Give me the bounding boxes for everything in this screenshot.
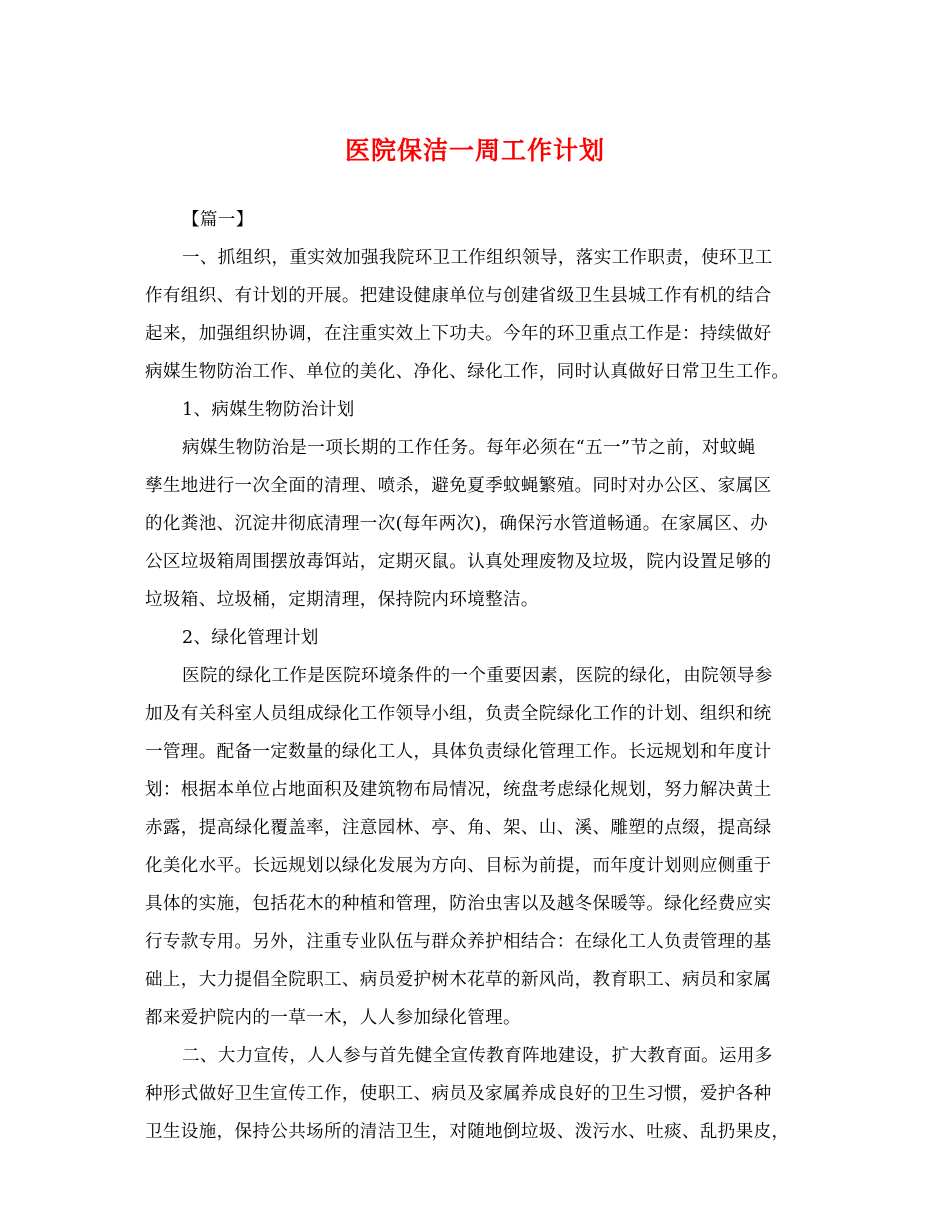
- paragraph-line: 病媒生物防治是一项长期的工作任务。每年必须在“五一”节之前，对蚊蝇: [182, 438, 756, 458]
- paragraph-line: 起来，加强组织协调，在注重实效上下功夫。今年的环卫重点工作是：持续做好: [145, 324, 772, 344]
- subheading: 1、病媒生物防治计划: [182, 400, 355, 420]
- paragraph-line: 一管理。配备一定数量的绿化工人，具体负责绿化管理工作。长远规划和年度计: [145, 742, 772, 762]
- paragraph-line: 公区垃圾箱周围摆放毒饵站，定期灭鼠。认真处理废物及垃圾，院内设置足够的: [145, 552, 772, 572]
- paragraph-line: 赤露，提高绿化覆盖率，注意园林、亭、角、架、山、溪、雕塑的点缀，提高绿: [145, 818, 772, 838]
- paragraph-line: 医院的绿化工作是医院环境条件的一个重要因素，医院的绿化，由院领导参: [182, 666, 773, 686]
- paragraph-line: 的化粪池、沉淀井彻底清理一次(每年两次)，确保污水管道畅通。在家属区、办: [145, 514, 769, 534]
- paragraph-line: 化美化水平。长远规划以绿化发展为方向、目标为前提，而年度计划则应侧重于: [145, 856, 772, 876]
- paragraph-line: 行专款专用。另外，注重专业队伍与群众养护相结合：在绿化工人负责管理的基: [145, 932, 772, 952]
- paragraph-line: 垃圾箱、垃圾桶，定期清理，保持院内环境整洁。: [145, 590, 539, 610]
- paragraph-line: 都来爱护院内的一草一木，人人参加绿化管理。: [145, 1008, 521, 1028]
- paragraph-line: 卫生设施，保持公共场所的清洁卫生，对随地倒垃圾、泼污水、吐痰、乱扔果皮，: [145, 1122, 790, 1142]
- paragraph-line: 二、大力宣传，人人参与首先健全宣传教育阵地建设，扩大教育面。运用多: [182, 1046, 773, 1066]
- paragraph-line: 具体的实施，包括花木的种植和管理，防治虫害以及越冬保暖等。绿化经费应实: [145, 894, 772, 914]
- subheading: 2、绿化管理计划: [182, 628, 319, 648]
- section-heading: 【篇一】: [182, 210, 254, 230]
- paragraph-line: 孳生地进行一次全面的清理、喷杀，避免夏季蚊蝇繁殖。同时对办公区、家属区: [145, 476, 772, 496]
- paragraph-line: 一、抓组织，重实效加强我院环卫工作组织领导，落实工作职责，使环卫工: [182, 248, 773, 268]
- paragraph-line: 作有组织、有计划的开展。把建设健康单位与创建省级卫生县城工作有机的结合: [145, 286, 772, 306]
- paragraph-line: 加及有关科室人员组成绿化工作领导小组，负责全院绿化工作的计划、组织和统: [145, 704, 772, 724]
- paragraph-line: 种形式做好卫生宣传工作，使职工、病员及家属养成良好的卫生习惯，爱护各种: [145, 1084, 772, 1104]
- paragraph-line: 础上，大力提倡全院职工、病员爱护树木花草的新风尚，教育职工、病员和家属: [145, 970, 772, 990]
- paragraph-line: 划：根据本单位占地面积及建筑物布局情况，统盘考虑绿化规划，努力解决黄土: [145, 780, 772, 800]
- paragraph-line: 病媒生物防治工作、单位的美化、净化、绿化工作，同时认真做好日常卫生工作。: [145, 362, 790, 382]
- document-title: 医院保洁一周工作计划: [344, 136, 605, 165]
